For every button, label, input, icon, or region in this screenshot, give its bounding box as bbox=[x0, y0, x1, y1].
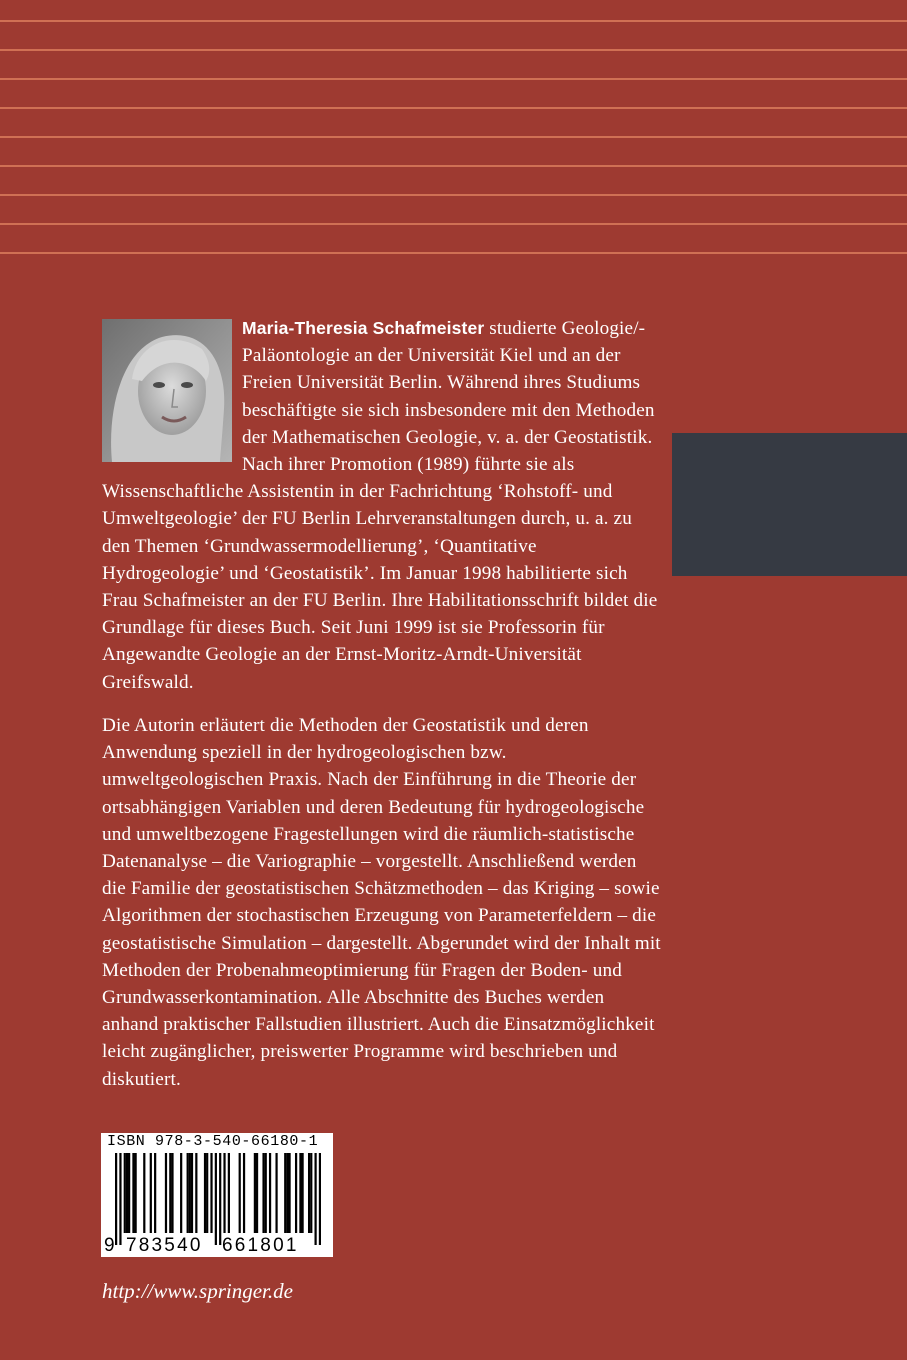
barcode-bar bbox=[206, 1153, 208, 1233]
isbn-barcode bbox=[101, 1133, 333, 1257]
barcode-bar bbox=[126, 1153, 128, 1233]
barcode-bar bbox=[150, 1153, 152, 1233]
isbn-label: ISBN 978-3-540-66180-1 bbox=[107, 1133, 319, 1150]
stripe bbox=[0, 165, 907, 167]
stripe bbox=[0, 107, 907, 109]
barcode-bar bbox=[128, 1153, 130, 1233]
barcode-bar bbox=[228, 1153, 230, 1233]
barcode-bar bbox=[308, 1153, 310, 1233]
stripe bbox=[0, 20, 907, 22]
barcode-bar bbox=[210, 1153, 212, 1233]
barcode-bar bbox=[215, 1153, 217, 1245]
barcode-digit-first: 9 bbox=[104, 1235, 116, 1256]
barcode-bar bbox=[219, 1153, 221, 1245]
barcode-bar bbox=[301, 1153, 303, 1233]
barcode-bar bbox=[195, 1153, 197, 1233]
barcode-bar bbox=[165, 1153, 167, 1233]
publisher-url[interactable]: http://www.springer.de bbox=[102, 1279, 293, 1303]
barcode-bar bbox=[275, 1153, 277, 1233]
barcode-bar bbox=[191, 1153, 193, 1233]
barcode-bar bbox=[204, 1153, 206, 1233]
barcode-bar bbox=[189, 1153, 191, 1233]
stripe bbox=[0, 49, 907, 51]
barcode-bar bbox=[243, 1153, 245, 1233]
barcode-bar bbox=[154, 1153, 156, 1233]
barcode-bar bbox=[135, 1153, 137, 1233]
barcode-bar bbox=[171, 1153, 173, 1233]
barcode-bar bbox=[310, 1153, 312, 1233]
barcode-bar bbox=[269, 1153, 271, 1233]
barcode-digits bbox=[101, 1235, 333, 1257]
barcode-bar bbox=[319, 1153, 321, 1245]
barcode-bar bbox=[295, 1153, 297, 1233]
side-color-block bbox=[672, 433, 907, 576]
barcode-bar bbox=[223, 1153, 225, 1233]
barcode-bar bbox=[262, 1153, 264, 1233]
barcode-bar bbox=[169, 1153, 171, 1233]
barcode-bar bbox=[254, 1153, 256, 1233]
barcode-bar bbox=[132, 1153, 134, 1233]
barcode-bars bbox=[115, 1153, 321, 1245]
barcode-bar bbox=[299, 1153, 301, 1233]
author-bio-text: studierte Geologie/-Paläontologie an der Universität Kiel und an der Freien Universität Berlin. Während ihres Studiums beschäftigte sie sich insbesondere mit den Methoden der Mathematischen Geologie, v. a. der Geostatistik. Nach ihrer Promotion (1989) führte sie als Wissenschaftliche Assistentin in der Fachrichtung ‘Rohstoff- und Umweltgeologie’ der FU Berlin Lehrveranstaltungen durch, u. a. zu den Themen ‘Grundwassermodellierung’, ‘Quantitative Hydrogeologie’ und ‘Geostatistik’. Im Januar 1998 habilitierte sich Frau Schafmeister an der FU Berlin. Ihre Habilitationsschrift bildet die Grundlage für dieses Buch. Seit Juni 1999 ist sie Professorin für Angewandte Geologie an der Ernst-Moritz-Arndt-Universität Greifswald. bbox=[102, 318, 658, 693]
stripe bbox=[0, 252, 907, 254]
stripe bbox=[0, 223, 907, 225]
barcode-bar bbox=[286, 1153, 288, 1233]
barcode-bar bbox=[119, 1153, 121, 1245]
stripe bbox=[0, 194, 907, 196]
stripe bbox=[0, 78, 907, 80]
barcode-bar bbox=[256, 1153, 258, 1233]
barcode-bar bbox=[284, 1153, 286, 1233]
book-description: Die Autorin erläutert die Methoden der Geostatistik und deren Anwendung speziell in der hydrogeologischen bzw. umweltgeologischen Praxis. Nach der Einführung in die Theorie der ortsabhängigen Variablen und deren Bedeutung für hydrogeologische und umweltbezogene Fragestellungen wird die räumlich-statistische Datenanalyse – die Variographie – vorgestellt. Anschließend werden die Familie der geostatistischen Schätzmethoden – das Kriging – sowie Algorithmen der stochastischen Erzeugung von Parameterfeldern – die geostatistische Simulation – dargestellt. Abgerundet wird der Inhalt mit Methoden der Probenahmeoptimierung für Fragen der Boden- und Grundwasserkontamination. Alle Abschnitte des Buches werden anhand praktischer Fallstudien illustriert. Auch die Einsatzmöglichkeit leicht zugänglicher, preiswerter Programme wird beschrieben und diskutiert. bbox=[102, 715, 661, 1090]
author-name: Maria-Theresia Schafmeister bbox=[242, 318, 485, 338]
barcode-bar bbox=[288, 1153, 290, 1233]
barcode-digits-left: 783540 bbox=[126, 1235, 203, 1256]
barcode-bar bbox=[314, 1153, 316, 1245]
barcode-bar bbox=[180, 1153, 182, 1233]
barcode-bar bbox=[187, 1153, 189, 1233]
stripe bbox=[0, 136, 907, 138]
author-bio bbox=[102, 315, 662, 696]
barcode-digits-right: 661801 bbox=[222, 1235, 299, 1256]
barcode-bar bbox=[265, 1153, 267, 1233]
photo-spacer bbox=[102, 315, 242, 477]
barcode-bar bbox=[124, 1153, 126, 1233]
barcode-bar bbox=[143, 1153, 145, 1233]
barcode-bar bbox=[115, 1153, 117, 1245]
barcode-bar bbox=[239, 1153, 241, 1233]
